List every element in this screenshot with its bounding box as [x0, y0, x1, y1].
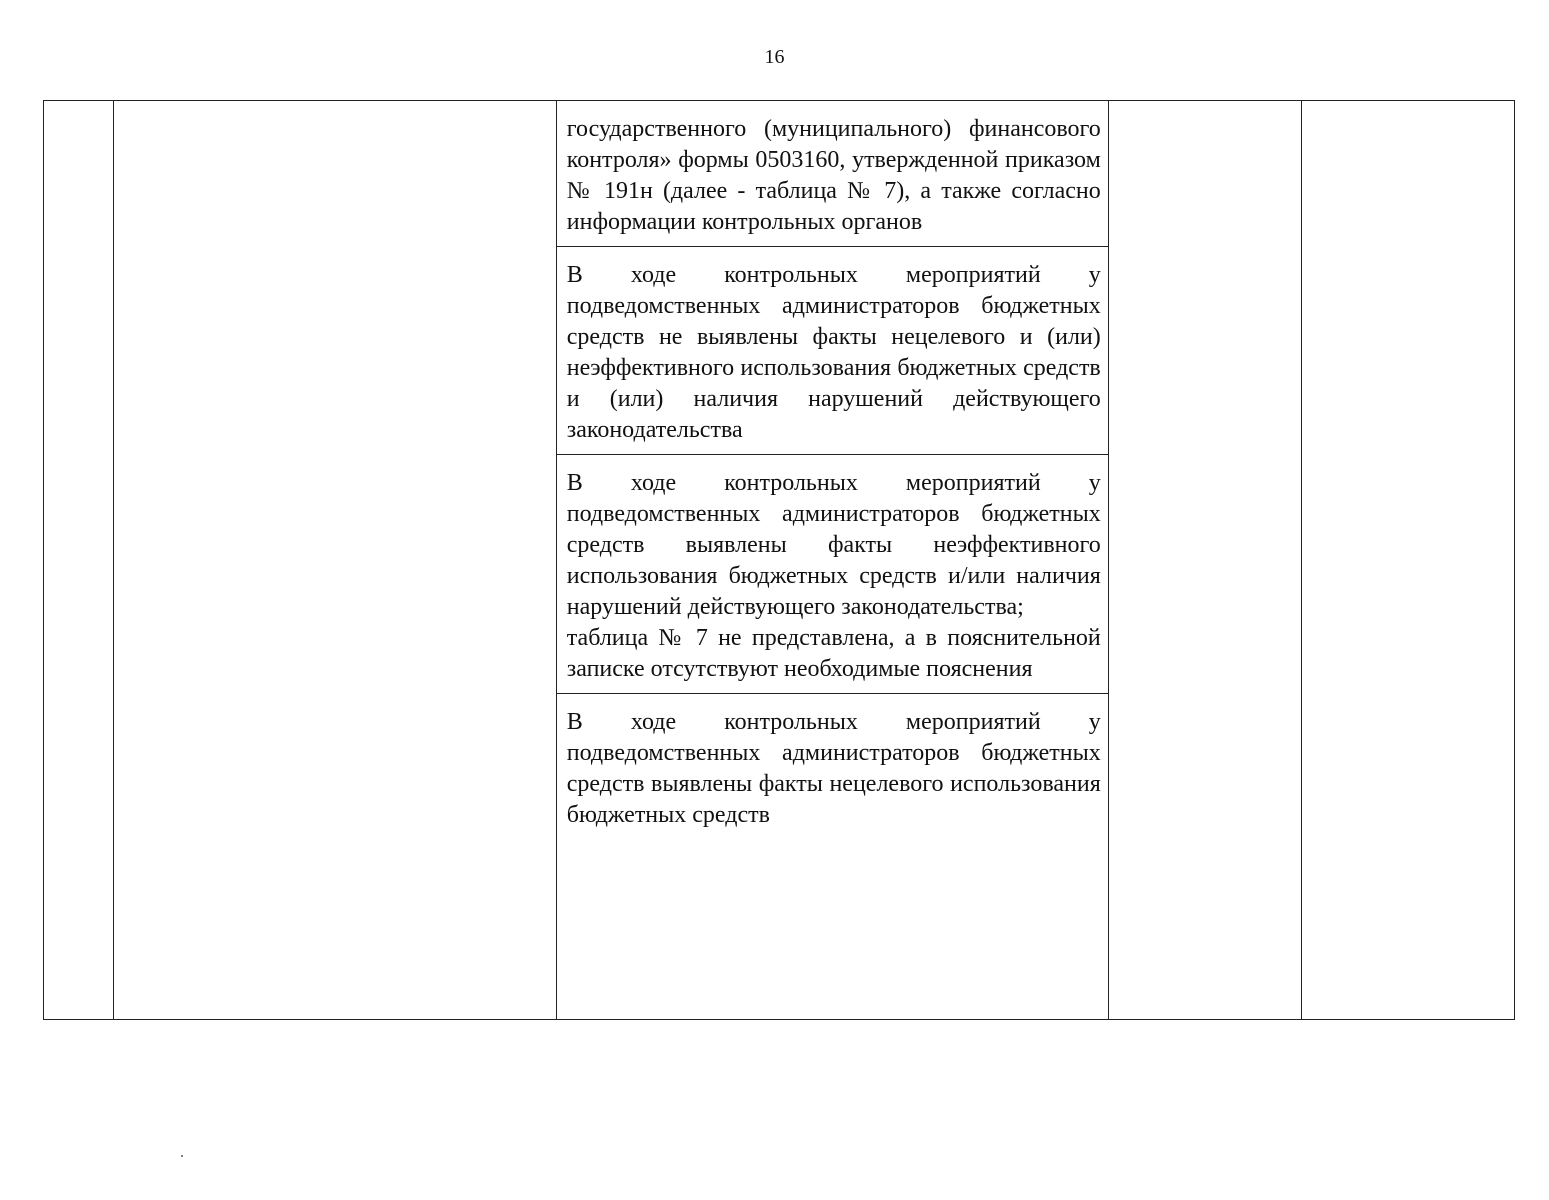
indicator-name-cell	[114, 101, 556, 1020]
evaluation-text-stack	[557, 101, 1108, 1019]
text-block-2	[557, 247, 1108, 455]
text-block-2-paragraph-1: В ходе контрольных мероприятий у подведомственных администраторов бюджетных средств не выявлены факты нецелевого и (или) неэффективного использования бюджетных средств и (или) наличия нарушений действующего законодательства	[566, 262, 1101, 443]
criteria-table	[43, 100, 1515, 1020]
text-block-3-paragraph-1: В ходе контрольных мероприятий у подведомственных администраторов бюджетных средств выявлены факты неэффективного использования бюджетных средств и/или наличия нарушений действующего законодательства;	[566, 470, 1101, 620]
scan-speck	[181, 1155, 183, 1157]
text-block-1-paragraph-1: государственного (муниципального) финансового контроля» формы 0503160, утвержденной приказом № 191н (далее - таблица № 7), а также согласно информации контрольных органов	[566, 116, 1101, 235]
text-block-4	[557, 694, 1108, 1019]
page-number: 16	[764, 46, 785, 68]
evaluation-text-cell	[556, 101, 1108, 1020]
number-cell	[44, 101, 114, 1020]
table-row	[44, 101, 1515, 1020]
text-block-3-paragraph-2: таблица № 7 не представлена, а в пояснительной записке отсутствуют необходимые пояснения	[566, 625, 1101, 682]
text-block-1	[557, 101, 1108, 247]
note-cell	[1301, 101, 1514, 1020]
text-block-4-paragraph-1: В ходе контрольных мероприятий у подведомственных администраторов бюджетных средств выявлены факты нецелевого использования бюджетных средств	[566, 709, 1101, 828]
score-cell	[1108, 101, 1301, 1020]
text-block-3	[557, 455, 1108, 694]
